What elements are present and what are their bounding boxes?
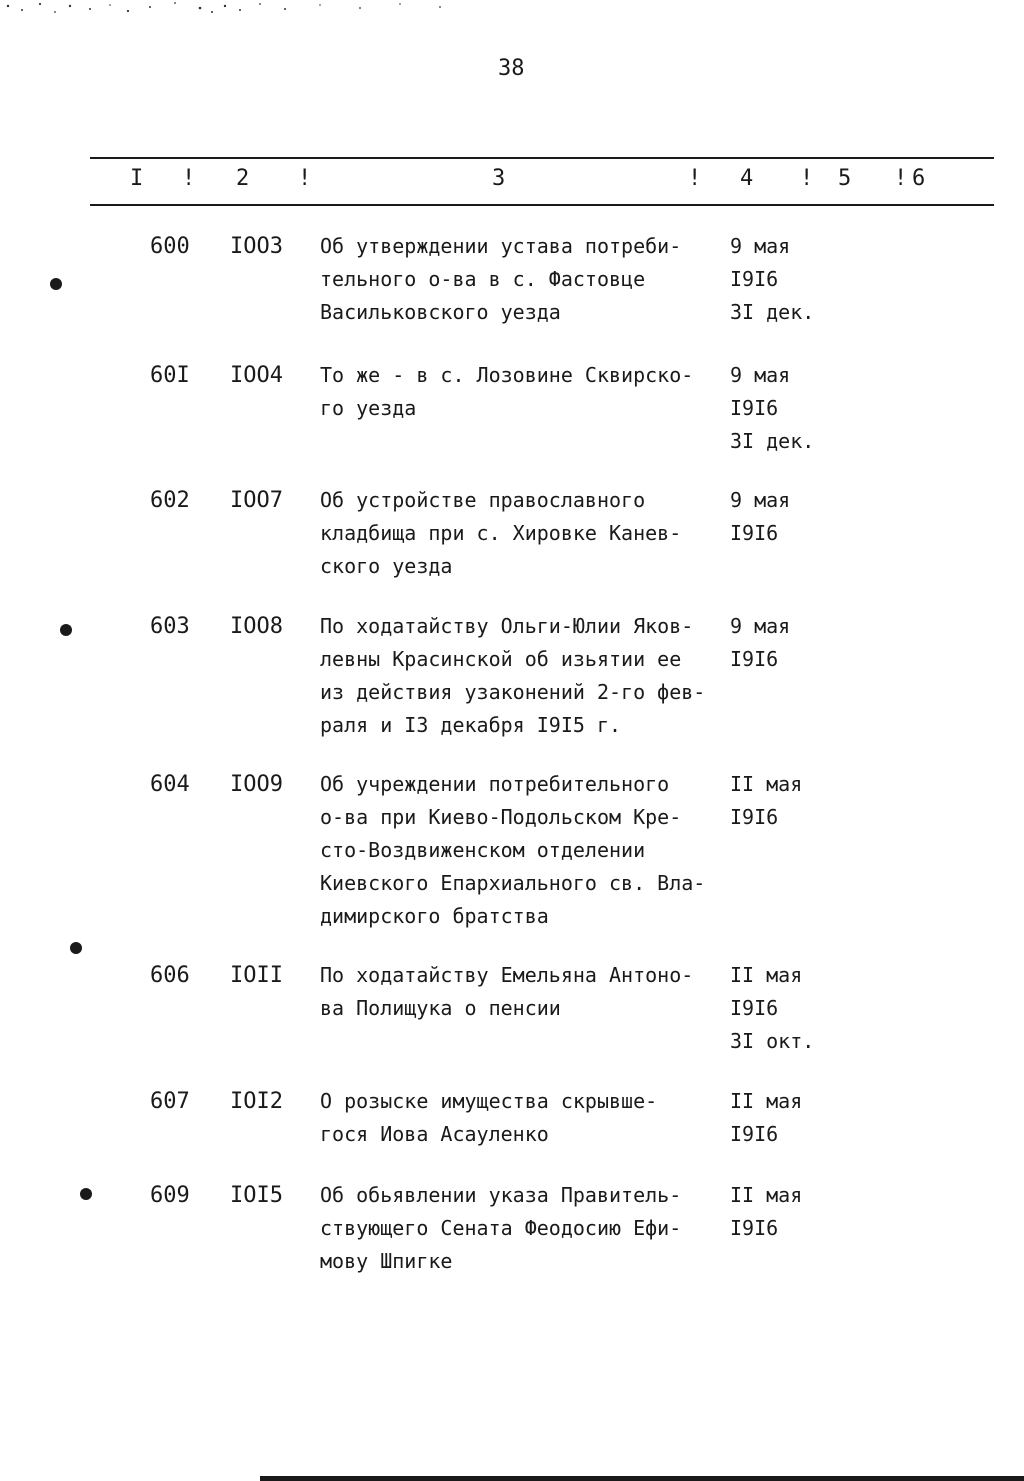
row-number: 603 bbox=[150, 614, 190, 639]
title-line: левны Красинской об изьятии ее bbox=[320, 647, 682, 671]
title-line: Васильковского уезда bbox=[320, 300, 561, 324]
date-line: 9 мая bbox=[730, 614, 791, 638]
punch-hole-mark bbox=[60, 624, 72, 636]
date-line: II мая bbox=[730, 963, 803, 987]
case-number: IOI2 bbox=[230, 1089, 283, 1114]
header-col-5: 5 bbox=[838, 166, 852, 191]
date-line: 3I окт. bbox=[730, 1029, 815, 1053]
case-number: IOO9 bbox=[230, 772, 283, 797]
date-line: 9 мая bbox=[730, 234, 791, 258]
title-line: мову Шпигке bbox=[320, 1249, 453, 1273]
date-line: I9I6 bbox=[730, 396, 779, 420]
date-line: I9I6 bbox=[730, 1216, 779, 1240]
header-col-2: 2 bbox=[236, 166, 250, 191]
title-line: Киевского Епархиального св. Вла- bbox=[320, 871, 706, 895]
case-dates bbox=[730, 1085, 802, 1151]
case-number: IOO7 bbox=[230, 488, 283, 513]
row-number: 609 bbox=[150, 1183, 190, 1208]
header-bottom-rule bbox=[90, 204, 994, 206]
date-line: I9I6 bbox=[730, 521, 779, 545]
title-line: По ходатайству Ольги-Юлии Яков- bbox=[320, 614, 694, 638]
title-line: Об учреждении потребительного bbox=[320, 772, 670, 796]
case-title bbox=[320, 230, 681, 329]
title-line: Об утверждении устава потреби- bbox=[320, 234, 682, 258]
scan-bottom-edge bbox=[260, 1476, 1024, 1481]
header-separator: ! bbox=[182, 166, 196, 191]
title-line: То же - в с. Лозовине Сквирско- bbox=[320, 363, 694, 387]
case-title bbox=[320, 768, 705, 933]
row-number: 600 bbox=[150, 234, 190, 259]
row-number: 604 bbox=[150, 772, 190, 797]
header-col-4: 4 bbox=[740, 166, 754, 191]
case-number: IOII bbox=[230, 963, 283, 988]
case-dates bbox=[730, 610, 790, 676]
case-number: IOO4 bbox=[230, 363, 283, 388]
date-line: 9 мая bbox=[730, 488, 791, 512]
title-line: ствующего Сената Феодосию Ефи- bbox=[320, 1216, 682, 1240]
header-col-6: 6 bbox=[912, 166, 926, 191]
title-line: раля и I3 декабря I9I5 г. bbox=[320, 713, 622, 737]
case-dates bbox=[730, 1179, 802, 1245]
case-number: IOI5 bbox=[230, 1183, 283, 1208]
header-col-1: I bbox=[130, 166, 144, 191]
title-line: тельного о-ва в с. Фастовце bbox=[320, 267, 646, 291]
title-line: о-ва при Киево-Подольском Кре- bbox=[320, 805, 682, 829]
case-dates bbox=[730, 230, 814, 329]
punch-hole-mark bbox=[80, 1188, 92, 1200]
case-title bbox=[320, 359, 693, 425]
title-line: из действия узаконений 2-го фев- bbox=[320, 680, 706, 704]
date-line: II мая bbox=[730, 772, 803, 796]
row-number: 606 bbox=[150, 963, 190, 988]
header-separator: ! bbox=[800, 166, 814, 191]
case-title bbox=[320, 1085, 657, 1151]
title-line: сто-Воздвиженском отделении bbox=[320, 838, 646, 862]
date-line: II мая bbox=[730, 1183, 803, 1207]
page-number: 38 bbox=[498, 56, 525, 81]
case-number: IOO8 bbox=[230, 614, 283, 639]
case-number: IOO3 bbox=[230, 234, 283, 259]
date-line: 3I дек. bbox=[730, 429, 815, 453]
header-col-3: 3 bbox=[492, 166, 506, 191]
punch-hole-mark bbox=[70, 942, 82, 954]
case-dates bbox=[730, 768, 802, 834]
date-line: 3I дек. bbox=[730, 300, 815, 324]
title-line: ва Полищука о пенсии bbox=[320, 996, 561, 1020]
case-dates bbox=[730, 359, 814, 458]
row-number: 607 bbox=[150, 1089, 190, 1114]
title-line: го уезда bbox=[320, 396, 417, 420]
date-line: I9I6 bbox=[730, 805, 779, 829]
case-title bbox=[320, 959, 693, 1025]
row-number: 60I bbox=[150, 363, 190, 388]
title-line: кладбища при с. Хировке Канев- bbox=[320, 521, 682, 545]
title-line: Об устройстве православного bbox=[320, 488, 646, 512]
scan-noise-specks bbox=[0, 0, 460, 20]
case-dates bbox=[730, 959, 814, 1058]
title-line: гося Иова Асауленко bbox=[320, 1122, 549, 1146]
title-line: димирского братства bbox=[320, 904, 549, 928]
date-line: II мая bbox=[730, 1089, 803, 1113]
header-separator: ! bbox=[688, 166, 702, 191]
case-dates bbox=[730, 484, 790, 550]
punch-hole-mark bbox=[50, 278, 62, 290]
title-line: По ходатайству Емельяна Антоно- bbox=[320, 963, 694, 987]
header-separator: ! bbox=[894, 166, 908, 191]
header-separator: ! bbox=[298, 166, 312, 191]
date-line: I9I6 bbox=[730, 267, 779, 291]
title-line: ского уезда bbox=[320, 554, 453, 578]
date-line: I9I6 bbox=[730, 996, 779, 1020]
date-line: I9I6 bbox=[730, 647, 779, 671]
date-line: I9I6 bbox=[730, 1122, 779, 1146]
case-title bbox=[320, 610, 705, 742]
case-title bbox=[320, 1179, 681, 1278]
date-line: 9 мая bbox=[730, 363, 791, 387]
row-number: 602 bbox=[150, 488, 190, 513]
header-top-rule bbox=[90, 157, 994, 159]
title-line: Об обьявлении указа Правитель- bbox=[320, 1183, 682, 1207]
case-title bbox=[320, 484, 681, 583]
title-line: О розыске имущества скрывше- bbox=[320, 1089, 658, 1113]
